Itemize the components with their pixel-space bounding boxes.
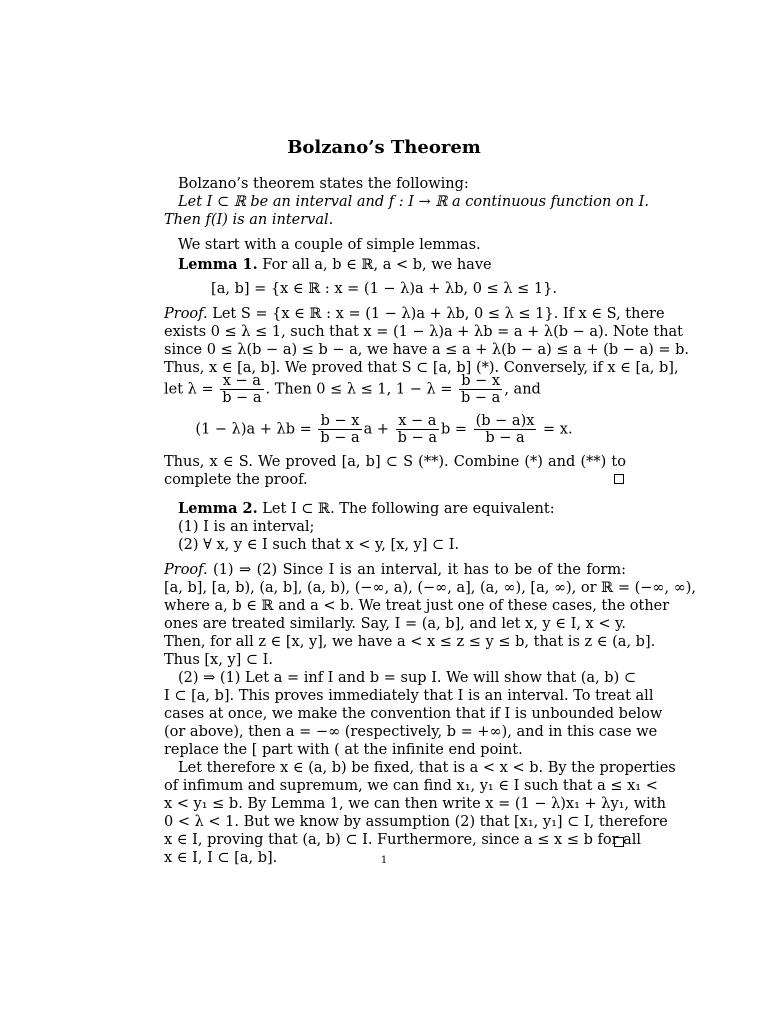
theorem-statement-line-2: Then f(I) is an interval. <box>164 212 334 228</box>
qed-symbol <box>614 837 624 847</box>
proof-1-line-2: exists 0 ≤ λ ≤ 1, such that x = (1 − λ)a + λb = a + λ(b − a). Note that <box>164 324 683 340</box>
proof-1-line-4: Thus, x ∈ [a, b]. We proved that S ⊂ [a, b] (*). Conversely, if x ∈ [a, b], <box>164 360 679 376</box>
proof-2-par3-line-3: x < y₁ ≤ b. By Lemma 1, we can then write x = (1 − λ)x₁ + λy₁, with <box>164 796 666 812</box>
lambda-bounds-text: . Then 0 ≤ λ ≤ 1, 1 − λ = <box>265 381 453 398</box>
fraction-denominator: b − a <box>320 430 360 446</box>
proof-2-par2-line-2: I ⊂ [a, b]. This proves immediately that I is an interval. To treat all <box>164 688 654 704</box>
fraction-numerator: x − a <box>398 413 437 429</box>
lemma-1-display-equation: [a, b] = {x ∈ ℝ : x = (1 − λ)a + λb, 0 ≤ λ ≤ 1}. <box>211 281 557 297</box>
proof-1-line-7: complete the proof. <box>164 472 308 488</box>
fraction-numerator: x − a <box>222 373 261 389</box>
equation-lhs: (1 − λ)a + λb = <box>195 421 312 438</box>
lemma-1-text: For all a, b ∈ ℝ, a < b, we have <box>262 257 492 273</box>
fraction-b-minus-x <box>318 413 361 446</box>
start-sentence: We start with a couple of simple lemmas. <box>178 237 481 253</box>
page-number: 1 <box>380 855 388 866</box>
proof-2-line-4: ones are treated similarly. Say, I = (a, b], and let x, y ∈ I, x < y. <box>164 616 626 632</box>
fraction-denominator: b − a <box>461 390 501 406</box>
lemma-2-text: Let I ⊂ ℝ. The following are equivalent: <box>262 501 555 517</box>
lambda-def-text: let λ = <box>164 381 214 398</box>
page-title: Bolzano’s Theorem <box>287 137 481 158</box>
proof-2-par3-line-1: Let therefore x ∈ (a, b) be fixed, that is a < x < b. By the properties <box>178 760 676 776</box>
theorem-statement-line-1: Let I ⊂ ℝ be an interval and f : I → ℝ a continuous function on I. <box>178 194 649 210</box>
lemma-2 <box>178 500 555 518</box>
proof-2-line-3: where a, b ∈ ℝ and a < b. We treat just one of these cases, the other <box>164 598 670 614</box>
fraction-numerator: b − x <box>461 373 501 389</box>
proof-2-par3-line-5: x ∈ I, proving that (a, b) ⊂ I. Furthermore, since a ≤ x ≤ b for all <box>164 832 642 848</box>
proof-1-line-1 <box>164 305 665 323</box>
lemma-2-item-2: (2) ∀ x, y ∈ I such that x < y, [x, y] ⊂ I. <box>178 537 460 553</box>
fraction-x-minus-a <box>396 413 439 446</box>
proof-2-line-2: [a, b], [a, b), (a, b], (a, b), (−∞, a), (−∞, a], (a, ∞), [a, ∞), or ℝ = (−∞, ∞), <box>164 580 697 596</box>
proof-2-par2-line-1: (2) ⇒ (1) Let a = inf I and b = sup I. We will show that (a, b) ⊂ <box>178 670 636 686</box>
lemma-2-item-1: (1) I is an interval; <box>178 519 315 535</box>
proof-2-par3-line-6: x ∈ I, I ⊂ [a, b]. <box>164 850 278 866</box>
proof-2-par3-line-4: 0 < λ < 1. But we know by assumption (2) that [x₁, y₁] ⊂ I, therefore <box>164 814 668 830</box>
fraction-x-minus-a <box>220 373 263 406</box>
fraction-b-minus-x <box>459 373 502 406</box>
proof-1-display-equation <box>0 413 768 446</box>
proof-1-line-3: since 0 ≤ λ(b − a) ≤ b − a, we have a ≤ a + λ(b − a) ≤ a + (b − a) = b. <box>164 342 690 358</box>
qed-symbol <box>614 474 624 484</box>
proof-2-text: (1) ⇒ (2) Since I is an interval, it has to be of the form: <box>213 562 626 578</box>
proof-2-label: Proof. <box>164 562 208 578</box>
fraction-numerator: (b − a)x <box>475 413 535 429</box>
fraction-denominator: b − a <box>222 390 262 406</box>
lemma-1-label: Lemma 1. <box>178 256 258 273</box>
fraction-denominator: b − a <box>474 429 537 446</box>
proof-2-par3-line-2: of infimum and supremum, we can find x₁, y₁ ∈ I such that a ≤ x₁ < <box>164 778 658 794</box>
fraction-numerator: b − x <box>320 413 360 429</box>
proof-1-line-6: Thus, x ∈ S. We proved [a, b] ⊂ S (**). Combine (*) and (**) to <box>164 454 626 470</box>
proof-1-text-1: Let S = {x ∈ ℝ : x = (1 − λ)a + λb, 0 ≤ λ ≤ 1}. If x ∈ S, there <box>212 306 665 322</box>
and-text: , and <box>504 381 541 398</box>
lemma-1 <box>178 256 492 274</box>
proof-2-line-1 <box>164 561 626 579</box>
lemma-2-label: Lemma 2. <box>178 500 258 517</box>
proof-2-par2-line-3: cases at once, we make the convention that if I is unbounded below <box>164 706 663 722</box>
intro-line-1: Bolzano’s theorem states the following: <box>178 176 469 192</box>
proof-2-line-5: Then, for all z ∈ [x, y], we have a < x ≤ z ≤ y ≤ b, that is z ∈ (a, b]. <box>164 634 656 650</box>
equation-result: = x. <box>543 421 573 438</box>
proof-2-par2-line-5: replace the [ part with ( at the infinite end point. <box>164 742 523 758</box>
fraction-denominator: b − a <box>397 430 437 446</box>
equation-term: a + <box>363 421 390 438</box>
proof-1-label: Proof. <box>164 306 208 322</box>
proof-1-line-5 <box>164 373 541 406</box>
proof-2-par2-line-4: (or above), then a = −∞ (respectively, b = +∞), and in this case we <box>164 724 658 740</box>
equation-term: b = <box>440 421 468 438</box>
fraction-b-minus-a-x <box>474 413 537 446</box>
proof-2-line-6: Thus [x, y] ⊂ I. <box>164 652 274 668</box>
